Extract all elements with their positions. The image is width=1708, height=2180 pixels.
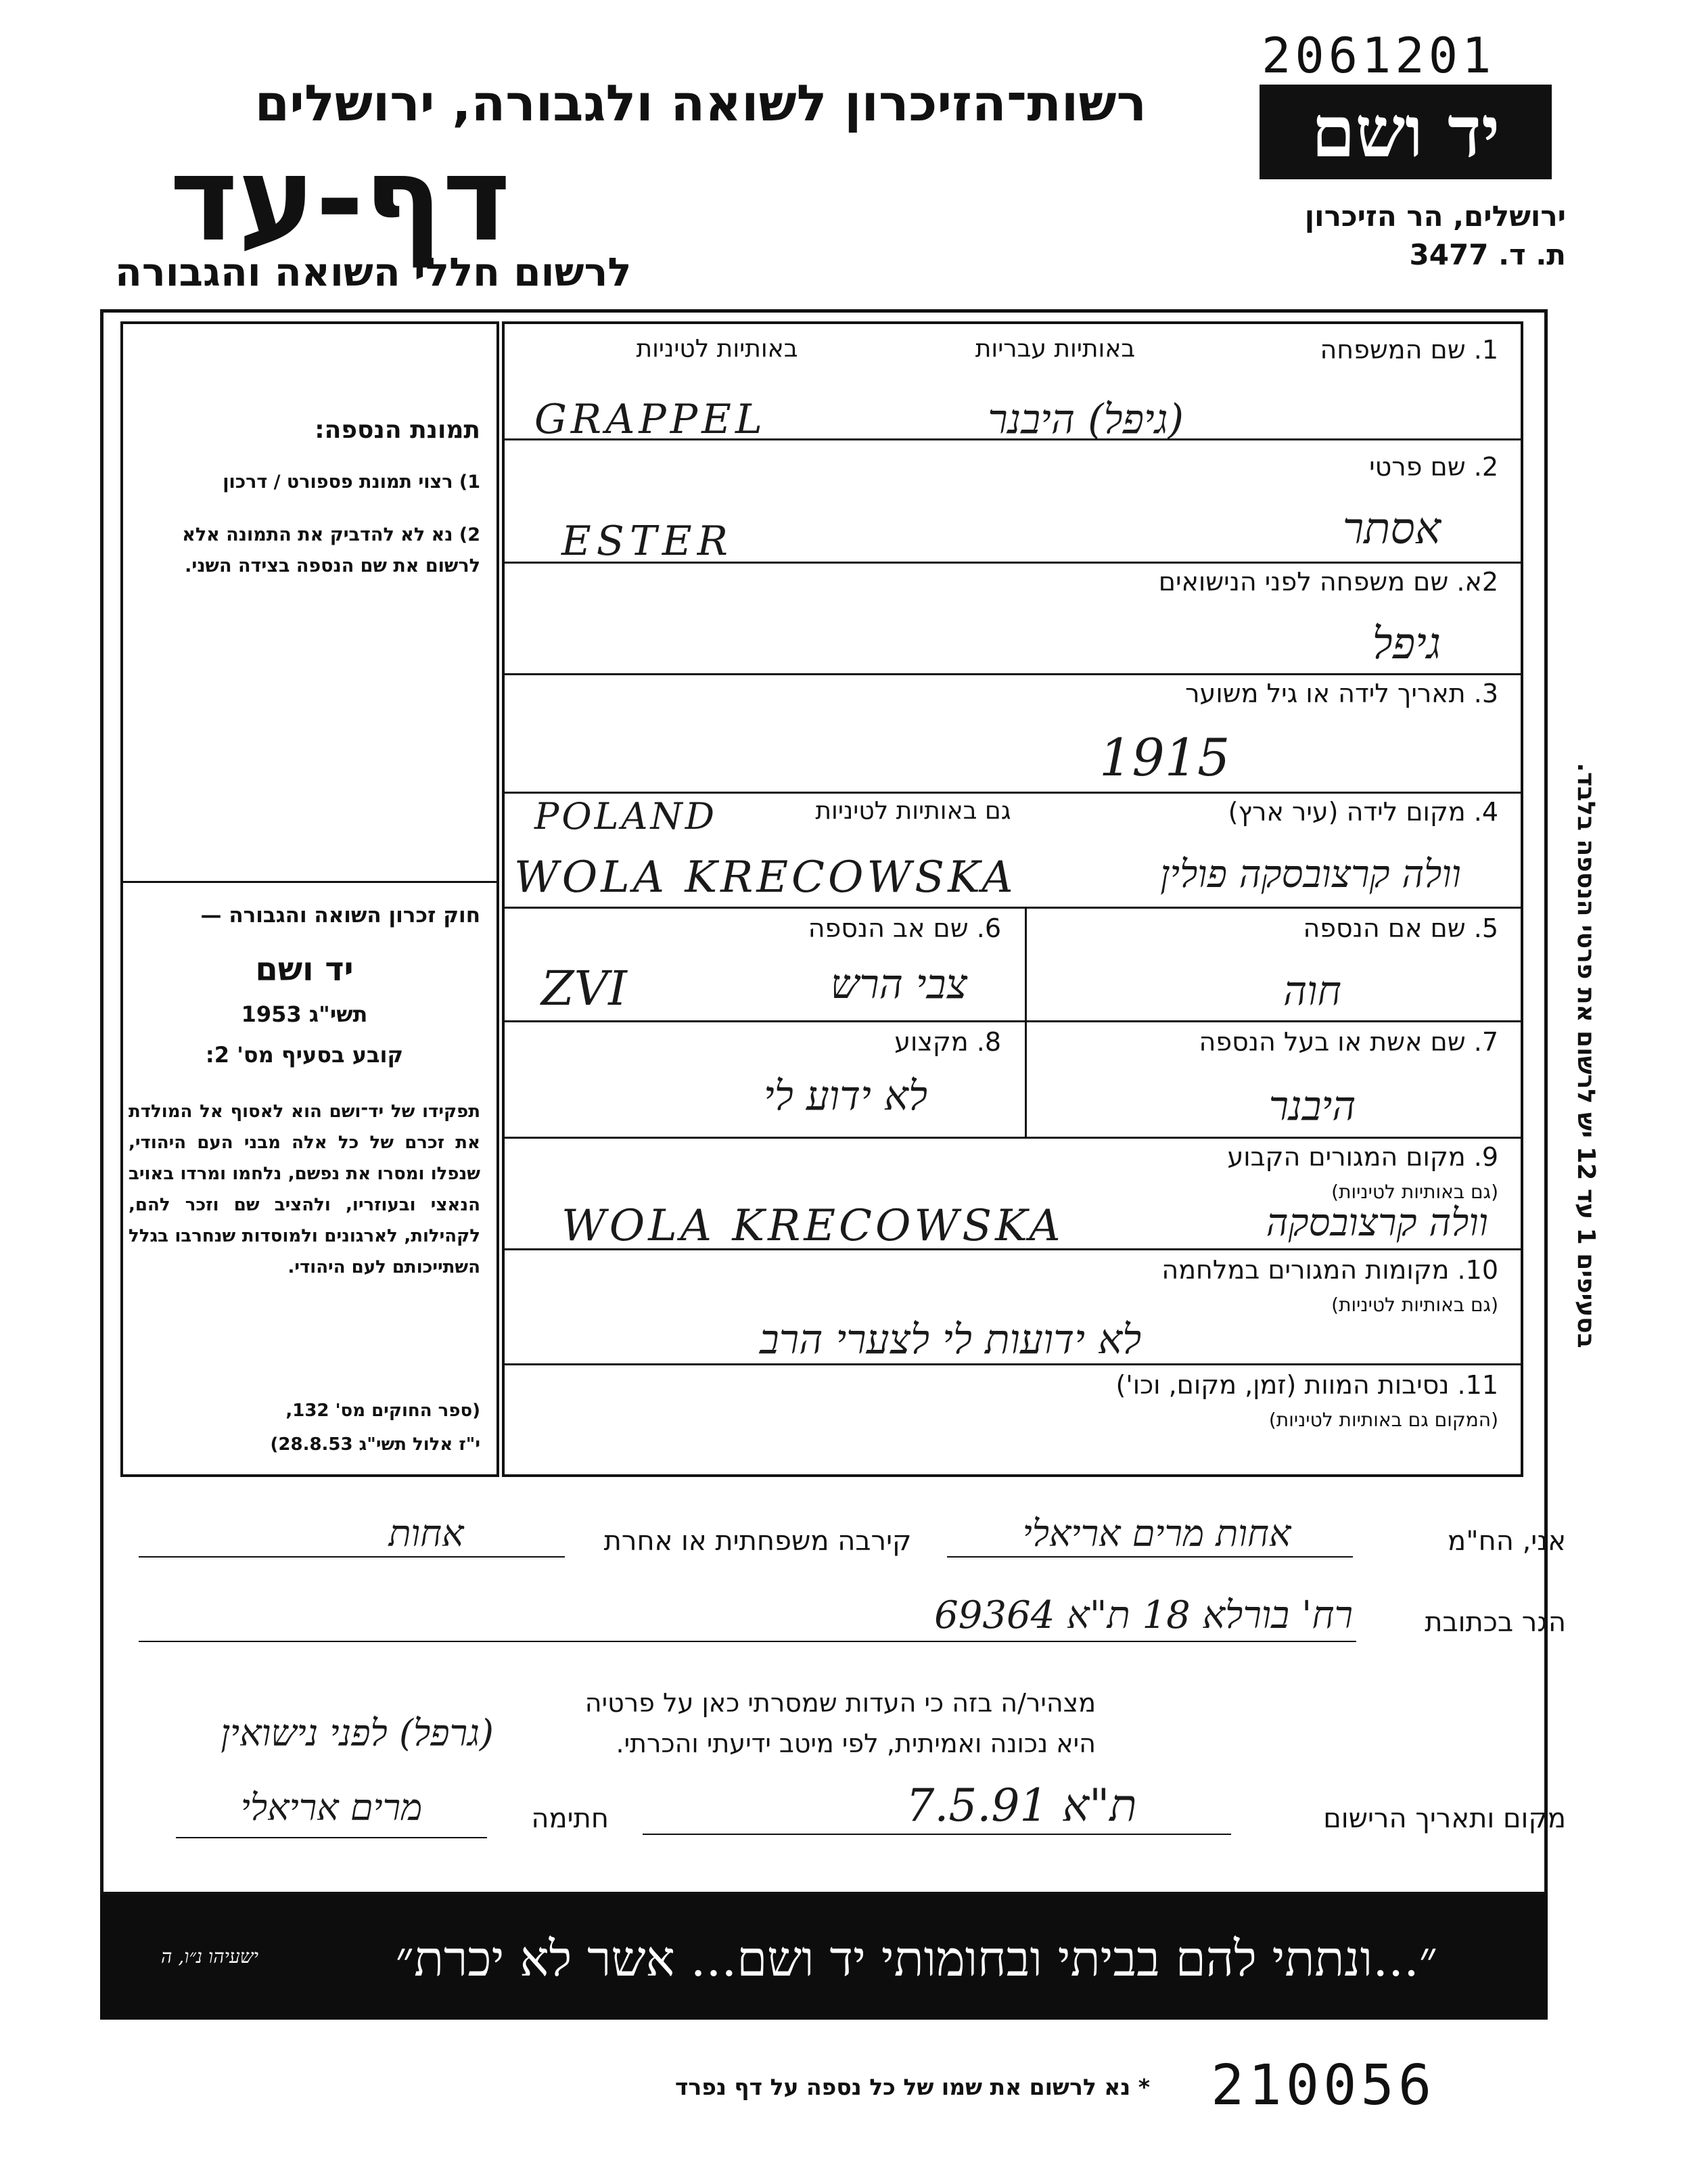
handwritten-maiden-note: (גרפל) לפני נישואין <box>221 1712 494 1754</box>
rule-6 <box>502 1020 1521 1022</box>
signature: מרים אריאלי <box>240 1786 423 1829</box>
footer-note: * נא לרשום את שמו של כל נספה על דף נפרד <box>674 2074 1150 2100</box>
field-8-value: לא ידוע לי <box>763 1072 928 1120</box>
rule-9 <box>502 1363 1521 1365</box>
declarant-name: אחות מרים אריאלי <box>1022 1512 1291 1555</box>
declaration-statement-1: מצהיר/ה בזה כי העדות שמסרתי כאן על פרטיה <box>584 1688 1096 1718</box>
field-4-hebrew-value: וולה קרצובסקה פולין <box>1160 853 1461 896</box>
declaration-relation: אחות <box>388 1512 464 1555</box>
law-body: תפקידו של יד־ושם הוא לאסוף אל המולדת את זכרם של כל אלה מבני העם היהודי, שנפלו ומסרו את נפשם, נלחמו ומרדו באויב הנאצי ובעוזריו, ולהציב שם וזכר להם, לקהילות, לארגונים ולמוסדות שנחרבו בגלל השתייכותם לעם היהודי. <box>129 1102 480 1277</box>
banner-quote: ״...ונתתי להם בביתי ובחומותי יד ושם... אשר לא יכרת״ <box>395 1930 1438 1987</box>
place-date-label: מקום ותאריך הרישום <box>1323 1803 1566 1834</box>
side-note: בסעיפים 1 עד 12 יש לרשום את פרטי הנספה בלבד. <box>1572 763 1600 1348</box>
law-date: י"ז אלול תשי"ג 28.8.53) <box>270 1434 480 1455</box>
left-column-divider <box>120 881 497 883</box>
field-3-label: 3. תאריך לידה או גיל משוער <box>1185 679 1498 708</box>
declaration-relation-rule <box>139 1556 565 1558</box>
field-7-label: 7. שם אשת או בעל הנספה <box>1199 1027 1498 1057</box>
field-4-country: POLAND <box>534 795 718 838</box>
law-year: תשי"ג 1953 <box>241 1001 368 1027</box>
declaration-name-rule <box>947 1556 1353 1558</box>
field-11-label: 11. נסיבות המוות (זמן, מקום, וכו') <box>1115 1370 1498 1400</box>
photo-box-note-2: 2) נא לא להדביק את התמונה אלא לרשום את שם הנספה בצידה השני. <box>182 524 480 576</box>
declaration-address: רח' בורלא 18 ת"א 69364 <box>934 1593 1353 1637</box>
field-5-label: 5. שם אם הנספה <box>1303 913 1498 943</box>
place-date-rule <box>643 1834 1231 1835</box>
place-date: ת"א 7.5.91 <box>906 1779 1137 1832</box>
field-10-value: לא ידועות לי לצערי הרב <box>759 1316 1142 1363</box>
declaration-line-2-prefix: הגר בכתובת <box>1425 1607 1566 1638</box>
declaration-statement-2: היא נכונה ואמיתית, לפי מיטב ידיעתי והכרתי. <box>616 1729 1096 1758</box>
field-6-hebrew-value: צבי הרש <box>830 961 967 1008</box>
signature-label: חתימה <box>531 1803 609 1834</box>
field-1-col-hebrew: באותיות עבריות <box>975 335 1136 363</box>
field-9-note: (גם באותיות לטיניות) <box>1331 1181 1498 1203</box>
photo-box-title: תמונת הנספה: <box>315 416 480 444</box>
photo-box-note-1: 1) רצוי תמונת פספורט / דרכון <box>223 472 480 493</box>
field-9-hebrew-value: וולה קרצובסקה <box>1266 1201 1488 1245</box>
yad-vashem-logo: יד ושם <box>1260 85 1552 179</box>
field-9-label: 9. מקום המגורים הקבוע <box>1227 1142 1498 1172</box>
field-2a-label: 2א. שם משפחה לפני הנישואים <box>1158 567 1498 597</box>
rule-7 <box>502 1137 1521 1139</box>
field-4-latin-value: WOLA KRECOWSKA <box>514 853 1017 903</box>
rule-5 <box>502 907 1521 909</box>
field-2-latin-value: ESTER <box>561 518 733 565</box>
institution-address: ירושלים, הר הזיכרון <box>1304 200 1566 233</box>
declaration-line-1-prefix: אני, הח"מ <box>1448 1526 1566 1557</box>
law-yad-vashem: יד ושם <box>255 951 354 989</box>
field-2-label: 2. שם פרטי <box>1369 452 1498 482</box>
serial-number-top: 2061201 <box>1262 27 1496 84</box>
law-heading: חוק זכרון השואה והגבורה — <box>200 903 480 928</box>
field-1-latin-value: GRAPPEL <box>534 396 766 443</box>
law-clause: קובע בסעיף מס' 2: <box>205 1042 404 1068</box>
field-1-col-latin: באותיות לטיניות <box>636 335 798 363</box>
rule-3 <box>502 673 1521 675</box>
field-7-value: היבנר <box>1268 1083 1356 1130</box>
law-source: (ספר החוקים מס' 132, <box>285 1401 480 1421</box>
footer-number: 210056 <box>1211 2053 1436 2118</box>
field-1-hebrew-value: (גיפל) היבנר <box>988 396 1184 443</box>
field-10-note: (גם באותיות לטיניות) <box>1331 1294 1498 1316</box>
split-5-6 <box>1025 907 1027 1020</box>
field-9-latin-value: WOLA KRECOWSKA <box>561 1201 1064 1251</box>
field-2a-value: גיפל <box>1372 619 1441 669</box>
field-11-note: (המקום גם באותיות לטיניות) <box>1268 1409 1498 1431</box>
field-6-latin-value: ZVI <box>541 961 627 1016</box>
signature-rule <box>176 1837 487 1838</box>
form-title: דף-עד <box>169 131 511 267</box>
field-8-label: 8. מקצוע <box>894 1027 1001 1057</box>
left-column <box>120 321 499 1477</box>
field-4-label: 4. מקום לידה (עיר ארץ) <box>1228 797 1498 827</box>
field-5-value: חוה <box>1283 968 1341 1015</box>
rule-4 <box>502 792 1521 794</box>
field-3-value: 1915 <box>1099 727 1230 788</box>
form-subtitle: לרשום חללי השואה והגבורה <box>115 249 632 295</box>
field-10-label: 10. מקומות המגורים במלחמה <box>1161 1255 1498 1285</box>
institution-pobox: ת. ד. 3477 <box>1409 238 1566 271</box>
field-6-label: 6. שם אב הנספה <box>808 913 1001 943</box>
banner-source: ישעיהו נ״ו, ה <box>161 1945 258 1968</box>
field-4-latin-note: גם באותיות לטיניות <box>815 797 1011 825</box>
field-1-label: 1. שם המשפחה <box>1320 335 1498 365</box>
field-2-hebrew-value: אסתר <box>1342 504 1441 554</box>
declaration-relation-label: קירבה משפחתית או אחרת <box>603 1526 912 1557</box>
declaration-address-rule <box>139 1641 1356 1642</box>
organization-name: רשות־הזיכרון לשואה ולגבורה, ירושלים <box>254 74 1147 133</box>
